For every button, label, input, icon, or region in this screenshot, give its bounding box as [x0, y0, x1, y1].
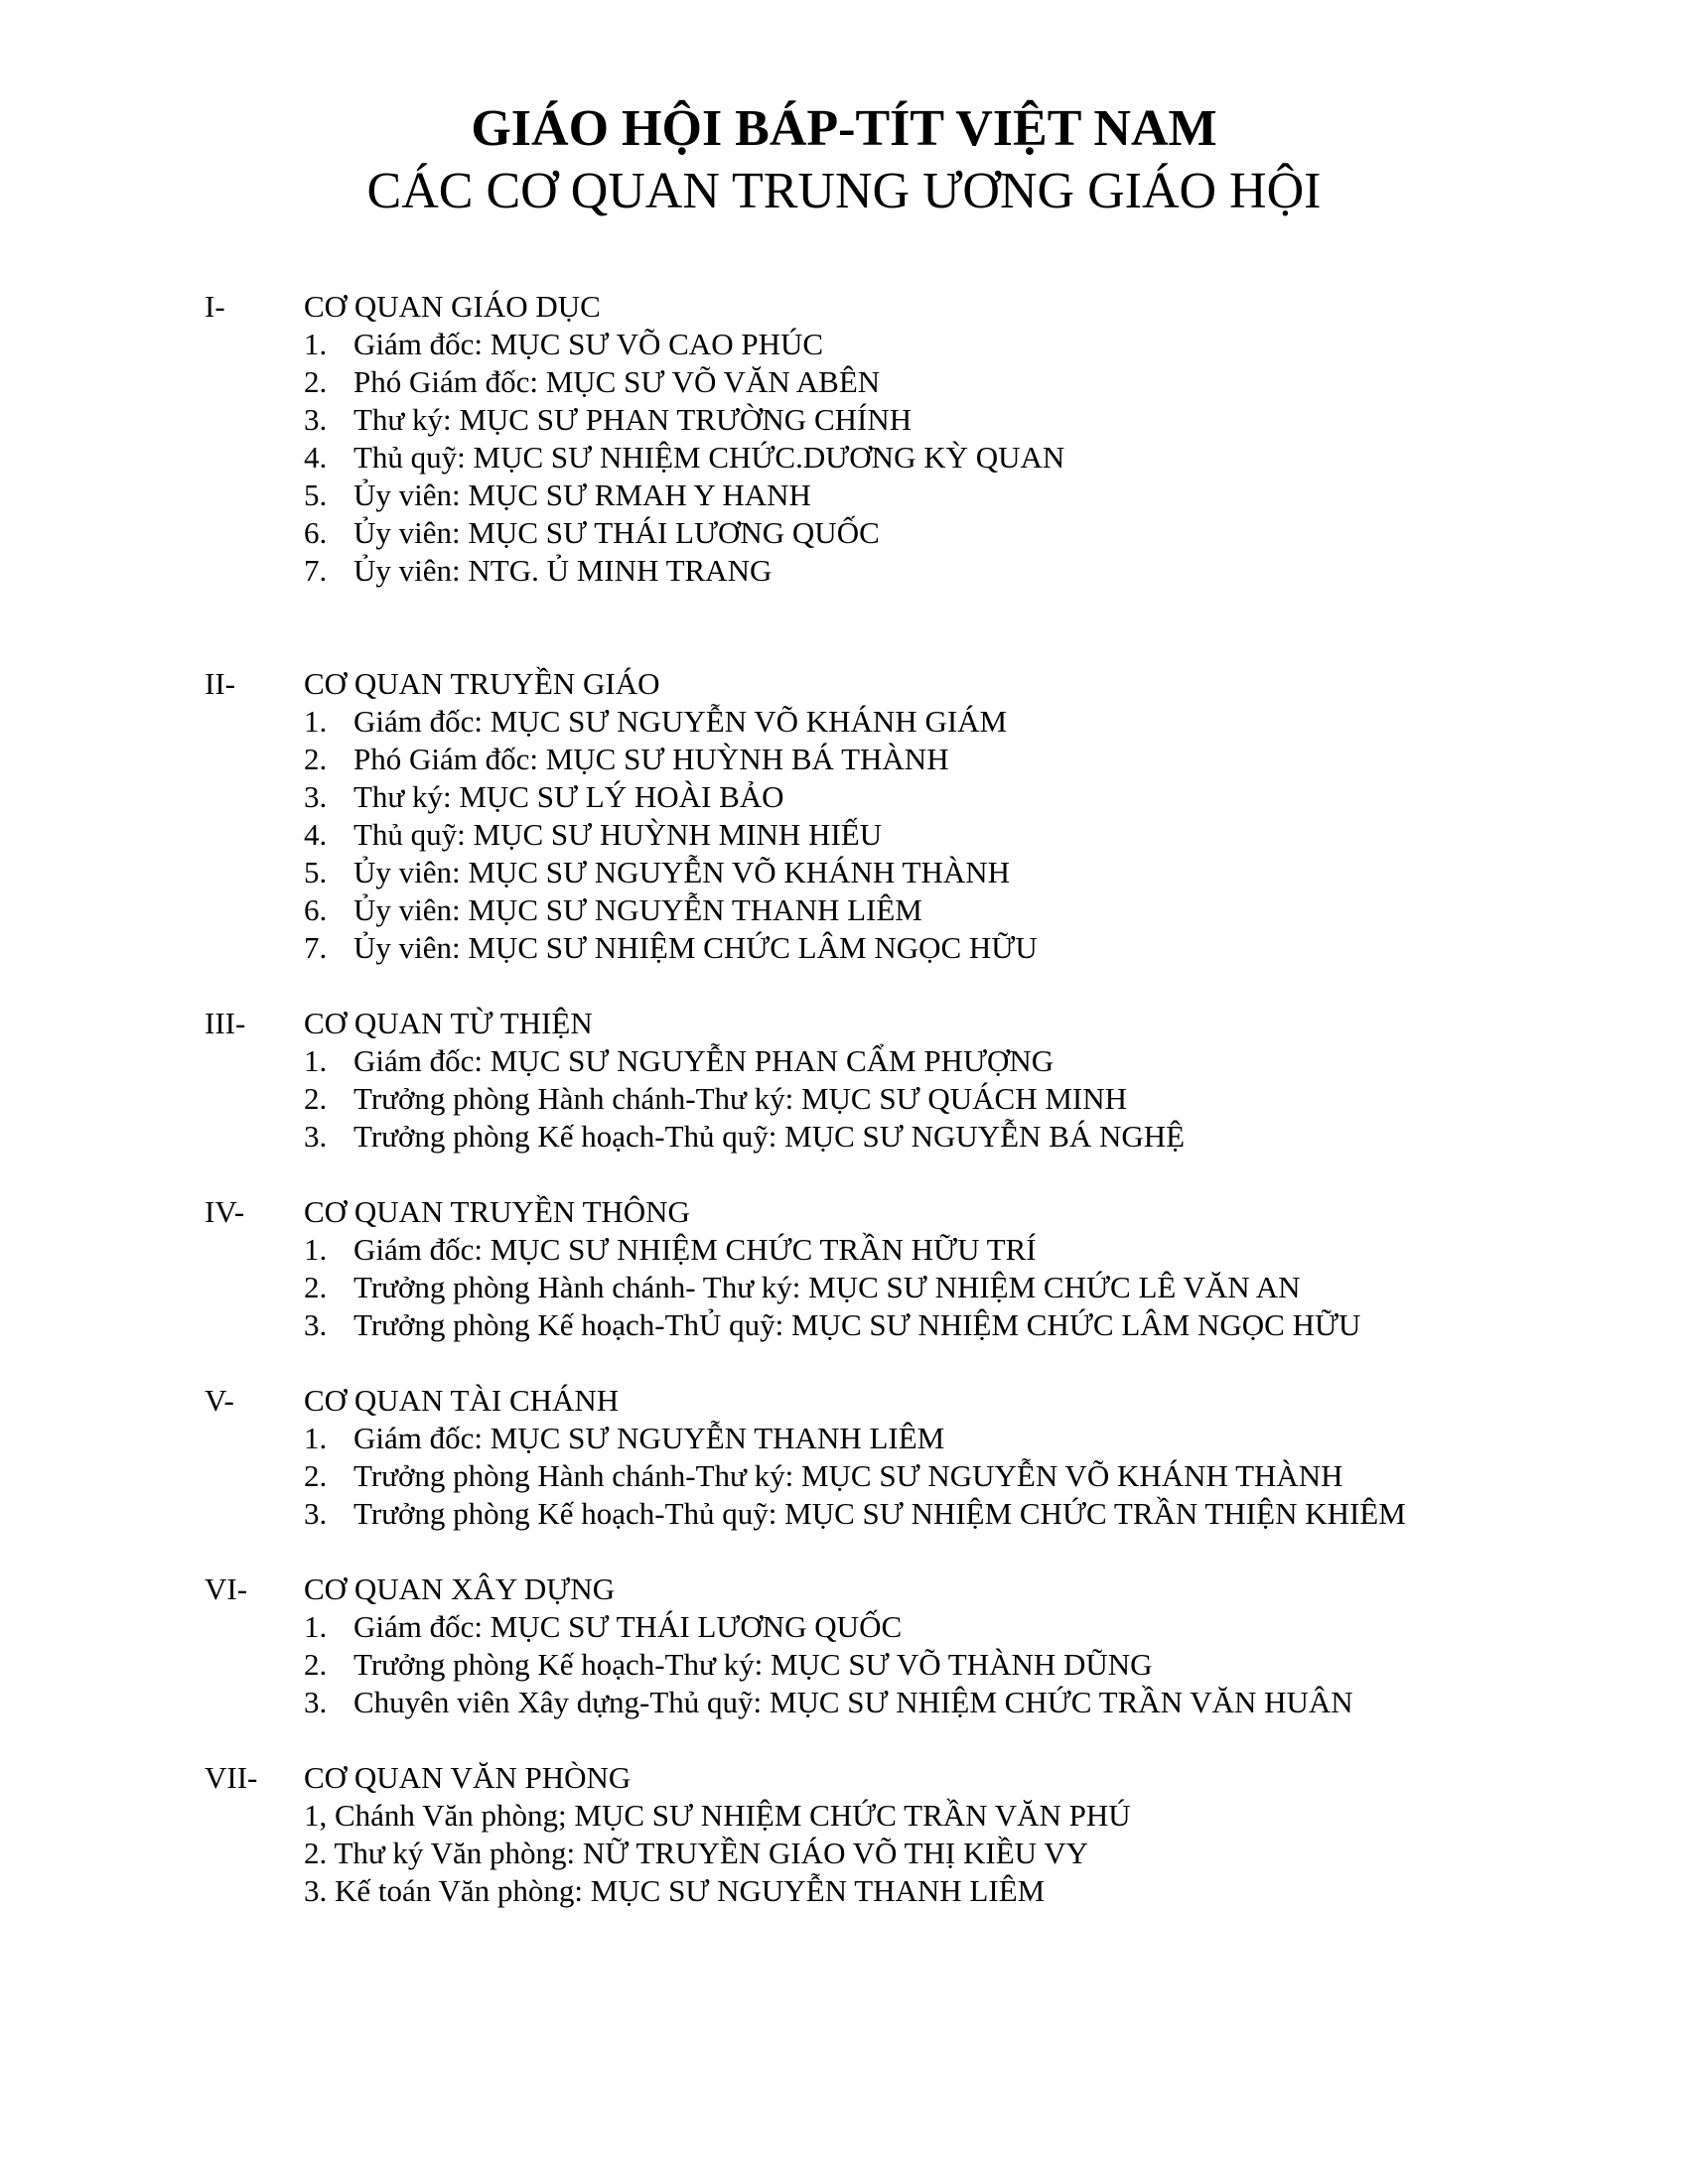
item-number: 3. — [304, 402, 328, 437]
section-title: CƠ QUAN TỪ THIỆN — [304, 1006, 593, 1040]
item-number: 3. — [304, 1119, 328, 1154]
list-item — [205, 363, 1595, 401]
list-item — [205, 854, 1595, 891]
item-number: 5. — [304, 478, 328, 512]
list-item — [205, 1118, 1595, 1156]
list-item — [205, 816, 1595, 854]
item-number: 2. — [304, 1270, 328, 1304]
item-number: 1. — [304, 704, 328, 739]
item-text: Ủy viên: NTG. Ủ MINH TRANG — [353, 553, 773, 588]
list-item: 1, Chánh Văn phòng; MỤC SƯ NHIỆM CHỨC TRẦN VĂN PHÚ — [304, 1798, 1131, 1833]
list-item — [205, 326, 1595, 363]
list-item — [205, 1269, 1595, 1306]
list-item — [205, 929, 1595, 967]
list-item — [205, 1495, 1595, 1533]
section-heading — [205, 665, 1595, 703]
item-text: Trưởng phòng Kế hoạch-Thư ký: MỤC SƯ VÕ THÀNH DŨNG — [353, 1647, 1153, 1682]
item-text: Giám đốc: MỤC SƯ THÁI LƯƠNG QUỐC — [353, 1609, 903, 1644]
item-number: 2. — [304, 1458, 328, 1493]
list-item — [205, 1684, 1595, 1721]
list-item: 2. Thư ký Văn phòng: NỮ TRUYỀN GIÁO VÕ THỊ KIỀU VY — [304, 1836, 1089, 1870]
item-text: Trưởng phòng Kế hoạch-ThỦ quỹ: MỤC SƯ NHIỆM CHỨC LÂM NGỌC HỮU — [353, 1307, 1361, 1342]
item-number: 2. — [304, 364, 328, 399]
item-text: Ủy viên: MỤC SƯ NHIỆM CHỨC LÂM NGỌC HỮU — [353, 930, 1038, 965]
section-heading — [205, 1193, 1595, 1231]
section-xay-dung — [205, 1570, 1595, 1721]
list-item — [205, 1646, 1595, 1684]
section-title: CƠ QUAN VĂN PHÒNG — [304, 1760, 632, 1795]
list-item — [205, 1420, 1595, 1457]
item-number: 2. — [304, 1647, 328, 1682]
list-item — [205, 891, 1595, 929]
section-truyen-thong — [205, 1193, 1595, 1344]
item-text: Ủy viên: MỤC SƯ THÁI LƯƠNG QUỐC — [353, 515, 880, 550]
section-numeral: I- — [205, 289, 225, 324]
section-numeral: II- — [205, 666, 235, 701]
item-number: 2. — [304, 1081, 328, 1116]
item-text: Thủ quỹ: MỤC SƯ HUỲNH MINH HIẾU — [353, 817, 883, 852]
section-title: CƠ QUAN XÂY DỰNG — [304, 1571, 616, 1606]
item-text: Chuyên viên Xây dựng-Thủ quỹ: MỤC SƯ NHIỆM CHỨC TRẦN VĂN HUÂN — [353, 1685, 1353, 1719]
section-heading — [205, 1382, 1595, 1420]
item-number: 6. — [304, 515, 328, 550]
item-text: Thủ quỹ: MỤC SƯ NHIỆM CHỨC.DƯƠNG KỲ QUAN — [353, 440, 1065, 475]
list-item — [205, 1231, 1595, 1269]
item-text: Trưởng phòng Hành chánh-Thư ký: MỤC SƯ NGUYỄN VÕ KHÁNH THÀNH — [353, 1458, 1343, 1493]
item-number: 3. — [304, 1496, 328, 1531]
item-text: Trưởng phòng Kế hoạch-Thủ quỹ: MỤC SƯ NHIỆM CHỨC TRẦN THIỆN KHIÊM — [353, 1496, 1406, 1531]
item-text: Trưởng phòng Hành chánh- Thư ký: MỤC SƯ NHIỆM CHỨC LÊ VĂN AN — [353, 1270, 1301, 1304]
item-number: 3. — [304, 1307, 328, 1342]
item-number: 2. — [304, 742, 328, 776]
list-item — [205, 514, 1595, 552]
item-text: Ủy viên: MỤC SƯ NGUYỄN VÕ KHÁNH THÀNH — [353, 855, 1010, 889]
item-number: 1. — [304, 1043, 328, 1078]
item-number: 7. — [304, 553, 328, 588]
list-item — [205, 1042, 1595, 1080]
item-text: Trưởng phòng Kế hoạch-Thủ quỹ: MỤC SƯ NGUYỄN BÁ NGHỆ — [353, 1119, 1186, 1154]
item-number: 1. — [304, 327, 328, 361]
item-number: 4. — [304, 440, 328, 475]
section-numeral: VII- — [205, 1760, 258, 1795]
section-van-phong — [205, 1759, 1595, 1910]
section-heading — [205, 1570, 1595, 1608]
item-number: 7. — [304, 930, 328, 965]
item-number: 5. — [304, 855, 328, 889]
item-number: 3. — [304, 779, 328, 814]
list-item — [205, 1080, 1595, 1118]
section-heading — [205, 288, 1595, 326]
section-tai-chanh — [205, 1382, 1595, 1533]
list-item — [205, 1457, 1595, 1495]
section-giao-duc — [205, 288, 1595, 590]
item-text: Trưởng phòng Hành chánh-Thư ký: MỤC SƯ QUÁCH MINH — [353, 1081, 1128, 1116]
item-text: Giám đốc: MỤC SƯ NGUYỄN VÕ KHÁNH GIÁM — [353, 704, 1008, 739]
document-subtitle: CÁC CƠ QUAN TRUNG ƯƠNG GIÁO HỘI — [366, 163, 1322, 219]
section-numeral: VI- — [205, 1571, 248, 1606]
section-numeral: IV- — [205, 1194, 245, 1229]
section-heading — [205, 1759, 1595, 1797]
section-heading — [205, 1005, 1595, 1042]
list-item — [205, 703, 1595, 741]
section-title: CƠ QUAN TRUYỀN THÔNG — [304, 1194, 690, 1229]
section-title: CƠ QUAN TRUYỀN GIÁO — [304, 666, 660, 701]
section-truyen-giao — [205, 665, 1595, 967]
item-number: 4. — [304, 817, 328, 852]
list-item — [205, 401, 1595, 439]
list-item — [205, 439, 1595, 477]
item-text: Giám đốc: MỤC SƯ NGUYỄN PHAN CẨM PHƯỢNG — [353, 1043, 1055, 1078]
item-text: Ủy viên: MỤC SƯ RMAH Y HANH — [353, 478, 811, 512]
item-number: 1. — [304, 1609, 328, 1644]
item-text: Ủy viên: MỤC SƯ NGUYỄN THANH LIÊM — [353, 892, 922, 927]
list-item — [205, 778, 1595, 816]
section-title: CƠ QUAN GIÁO DỤC — [304, 289, 601, 324]
list-item — [205, 1608, 1595, 1646]
item-text: Phó Giám đốc: MỤC SƯ VÕ VĂN ABÊN — [353, 364, 881, 399]
list-item — [205, 741, 1595, 778]
section-numeral: V- — [205, 1383, 234, 1418]
item-text: Thư ký: MỤC SƯ LÝ HOÀI BẢO — [353, 779, 784, 814]
section-tu-thien — [205, 1005, 1595, 1156]
item-text: Phó Giám đốc: MỤC SƯ HUỲNH BÁ THÀNH — [353, 742, 949, 776]
list-item: 3. Kế toán Văn phòng: MỤC SƯ NGUYỄN THANH LIÊM — [304, 1873, 1046, 1908]
item-text: Giám đốc: MỤC SƯ NGUYỄN THANH LIÊM — [353, 1421, 945, 1455]
list-item — [205, 477, 1595, 514]
list-item — [205, 1306, 1595, 1344]
section-title: CƠ QUAN TÀI CHÁNH — [304, 1383, 620, 1418]
section-numeral: III- — [205, 1006, 246, 1040]
item-number: 6. — [304, 892, 328, 927]
item-text: Thư ký: MỤC SƯ PHAN TRƯỜNG CHÍNH — [353, 402, 913, 437]
list-item — [205, 552, 1595, 590]
item-number: 3. — [304, 1685, 328, 1719]
document-title: GIÁO HỘI BÁP-TÍT VIỆT NAM — [471, 100, 1217, 157]
item-text: Giám đốc: MỤC SƯ NHIỆM CHỨC TRẦN HỮU TRÍ — [353, 1232, 1037, 1267]
item-number: 1. — [304, 1421, 328, 1455]
item-text: Giám đốc: MỤC SƯ VÕ CAO PHÚC — [353, 327, 824, 361]
item-number: 1. — [304, 1232, 328, 1267]
